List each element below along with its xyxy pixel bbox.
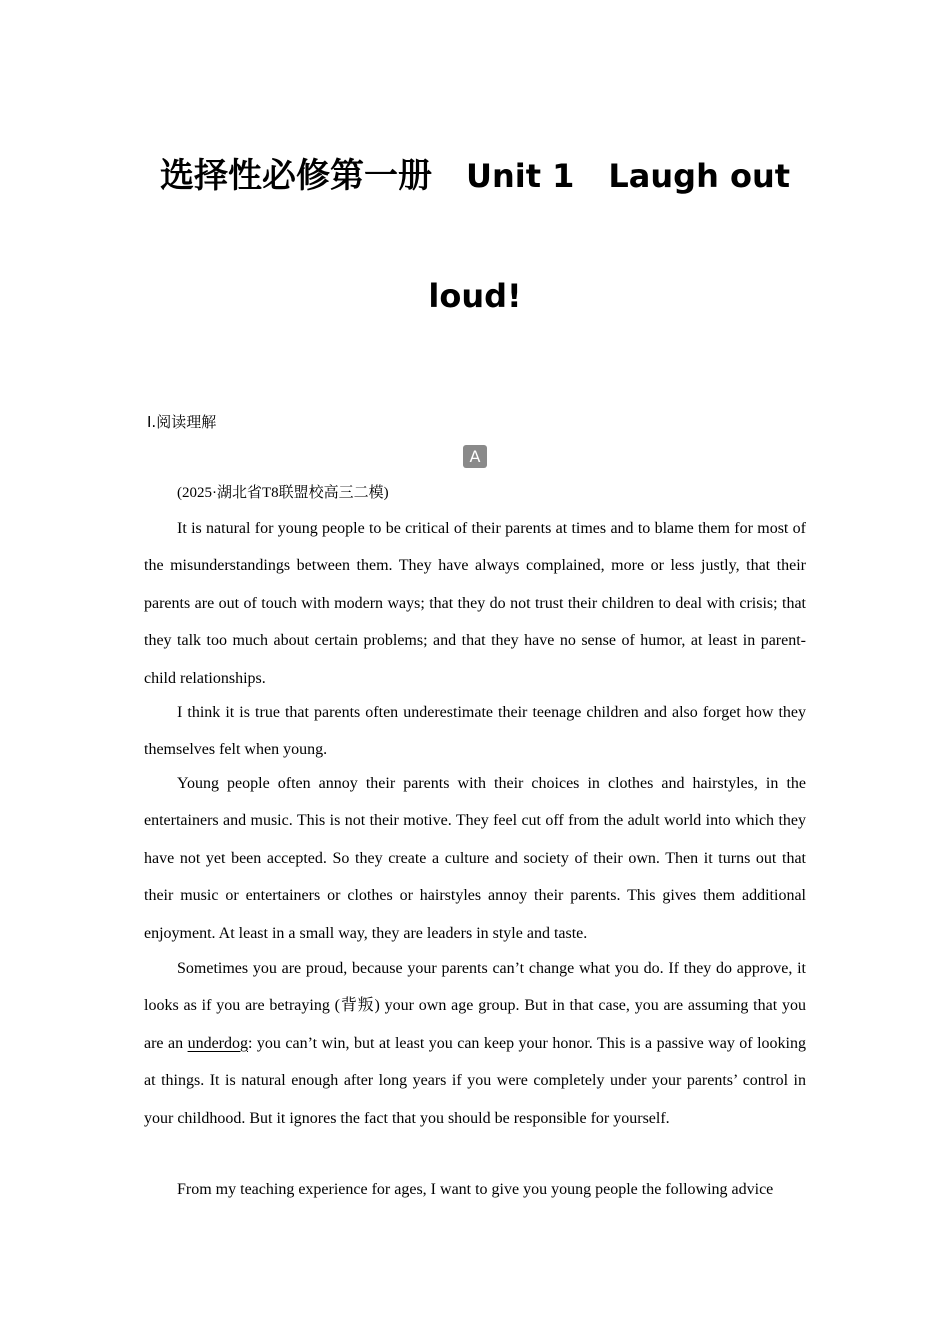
underlined-word: underdog	[187, 1034, 249, 1052]
passage-source: (2025·湖北省T8联盟校高三二模)	[177, 485, 389, 501]
paragraph-1	[144, 510, 806, 697]
title-name-part1: Laugh out	[608, 157, 791, 195]
paragraph-text-before: Sometimes you are proud, because your parents can’t change what you do. If they do approve, it looks as if you are betraying (背叛) your own age group. But in that case, you are assuming that you are an	[144, 960, 806, 1052]
paragraph-text	[144, 950, 806, 1137]
section-heading: Ⅰ.阅读理解	[147, 413, 217, 431]
title-chinese: 选择性必修第一册	[159, 156, 432, 196]
title-name-part2: loud!	[428, 277, 522, 315]
paragraph-5	[144, 1171, 806, 1208]
title-unit: Unit 1	[465, 157, 575, 195]
paragraph-2	[144, 694, 806, 769]
paragraph-text: I think it is true that parents often underestimate their teenage children and also forget how they themselves felt when young.	[144, 704, 806, 759]
paragraph-text: Young people often annoy their parents with their choices in clothes and hairstyles, in the entertainers and music. This is not their motive. They feel cut off from the adult world into which they have not yet been accepted. So they create a culture and society of their own. Then it turns out that their music or entertainers or clothes or hairstyles annoy their parents. This gives them additional enjoyment. At least in a small way, they are leaders in style and taste.	[144, 775, 806, 942]
paragraph-text-after: : you can’t win, but at least you can keep your honor. This is a passive way of looking at things. It is natural enough after long years if you were completely under your parents’ control in your childhood. But it ignores the fact that you should be responsible for yourself.	[144, 1034, 806, 1127]
passage-label-badge: A	[463, 445, 487, 468]
page-title	[0, 156, 950, 196]
page-title-continued	[0, 276, 950, 316]
paragraph-4	[144, 950, 806, 1137]
paragraph-text: It is natural for young people to be critical of their parents at times and to blame them for most of the misunderstandings between them. They have always complained, more or less justly, that their parents are out of touch with modern ways; that they do not trust their children to deal with crisis; that they talk too much about certain problems; and that they have no sense of humor, at least in parent-child relationships.	[144, 520, 806, 687]
paragraph-3	[144, 765, 806, 952]
paragraph-text: From my teaching experience for ages, I want to give you young people the following advice	[177, 1181, 774, 1198]
